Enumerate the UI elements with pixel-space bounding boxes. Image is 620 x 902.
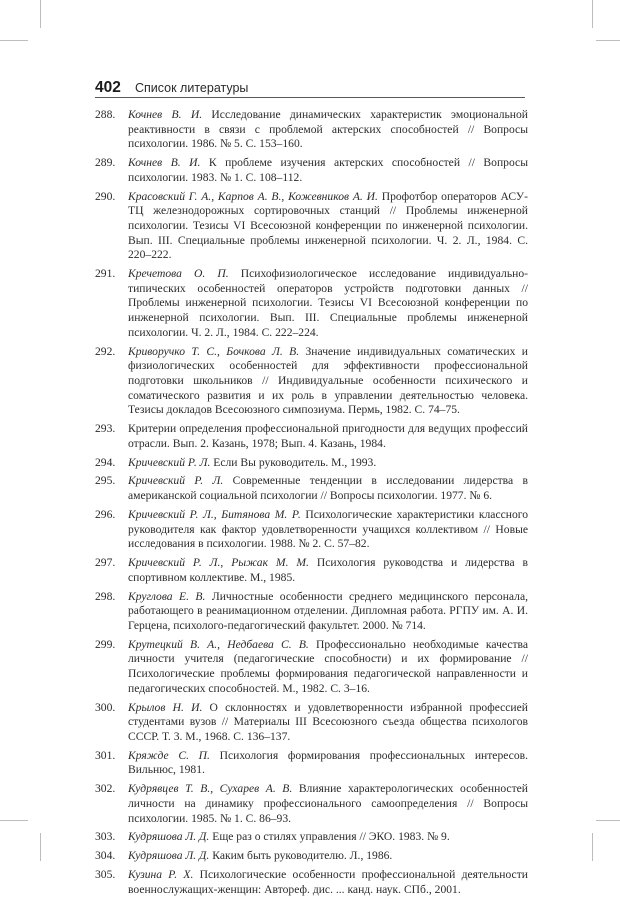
reference-text: Психофизиологическое исследование индивидуально-типических особенностей операторов устройств подготовки данных // Проблемы инженерной психологии. Тезисы VI Всесоюзной конференции по инженерной психологии. Вып. III. Специальные проблемы инженерной психологии. Ч. 2. Л., 1984. С. 222–224. <box>128 267 528 339</box>
reference-author: Кричевский Р. Л. <box>128 455 211 469</box>
reference-text: О склонностях и удовлетворенности избранной профессией студентами вузов // Материалы III Всесоюзного съезда общества психологов СССР. Т. 3. М., 1968. С. 136–137. <box>128 700 528 743</box>
reference-author: Кречетова О. П. <box>128 267 229 281</box>
reference-text: Влияние характерологических особенностей личности на динамику профессионального самоопределения // Вопросы психологии. 1985. № 1. С. 86–93. <box>128 782 528 825</box>
reference-text: Профотбор операторов АСУ-ТЦ железнодорожных сортировочных станций // Проблемы инженерной психологии. Тезисы VI Всесоюзной конференции по инженерной психологии. Вып. III. Специальные проблемы инженерной психологии. Ч. 2. Л., 1984. С. 220–222. <box>128 189 528 262</box>
reference-number: 289. <box>95 156 116 170</box>
crop-mark <box>592 0 593 28</box>
running-title: Список литературы <box>135 81 249 95</box>
reference-entry <box>95 638 528 697</box>
reference-list <box>95 108 528 902</box>
reference-number: 304. <box>95 849 116 863</box>
reference-entry <box>95 474 528 503</box>
crop-mark <box>596 820 620 821</box>
reference-entry <box>95 749 528 778</box>
reference-number: 288. <box>95 108 116 121</box>
reference-author: Кудряшова Л. Д. <box>128 830 210 844</box>
reference-number: 305. <box>95 868 116 882</box>
reference-author: Кряжде С. П. <box>128 748 210 762</box>
reference-number: 300. <box>95 700 116 714</box>
reference-entry <box>95 422 528 451</box>
reference-number: 294. <box>95 455 116 469</box>
reference-number: 297. <box>95 556 116 570</box>
reference-author: Кудрявцев Т. В., Сухарев А. В. <box>128 782 293 796</box>
reference-entry <box>95 590 528 634</box>
header-rule <box>95 97 525 98</box>
crop-mark <box>596 40 620 41</box>
reference-entry <box>95 156 528 185</box>
reference-number: 291. <box>95 267 116 281</box>
reference-text: Психология руководства и лидерства в спортивном коллективе. М., 1985. <box>128 556 528 584</box>
reference-number: 302. <box>95 782 116 796</box>
crop-mark <box>0 40 28 41</box>
reference-entry <box>95 345 528 418</box>
reference-entry <box>95 456 528 471</box>
reference-text: Каким быть руководителю. Л., 1986. <box>209 849 393 863</box>
reference-entry <box>95 508 528 552</box>
reference-author: Кричевский Р. Л., Битянова М. Р. <box>128 507 301 521</box>
reference-author: Крутецкий В. А., Недбаева С. В. <box>128 637 309 651</box>
reference-author: Кудряшова Л. Д. <box>128 849 210 863</box>
reference-author: Кричевский Р. Л., Рыжак М. М. <box>128 556 309 570</box>
reference-number: 301. <box>95 748 116 762</box>
reference-entry <box>95 782 528 826</box>
reference-author: Красовский Г. А., Карпов А. В., Кожевников А. И. <box>128 189 378 203</box>
reference-entry <box>95 830 528 845</box>
reference-author: Кричевский Р. Л. <box>128 474 224 488</box>
reference-entry <box>95 267 528 340</box>
reference-author: Кочнев В. И. <box>128 156 201 170</box>
reference-text: Исследование динамических характеристик эмоциональной реактивности в связи с проблемой актерских способностей // Вопросы психологии. 1986. № 5. С. 153–160. <box>128 108 529 151</box>
reference-author: Кочнев В. И. <box>128 108 203 121</box>
reference-text: Современные тенденции в исследовании лидерства в американской социальной психологии // Вопросы психологии. 1977. № 6. <box>128 474 528 503</box>
crop-mark <box>592 833 593 861</box>
reference-number: 293. <box>95 422 116 436</box>
reference-text: Личностные особенности среднего медицинского персонала, работающего в реанимационном отделении. Дипломная работа. РГПУ им. А. И. Герцена, психолого-педагогический факультет. 2000. № 714. <box>128 589 528 632</box>
reference-text: Критерии определения профессиональной пригодности для ведущих профессий отрасли. Вып. 2. Казань, 1978; Вып. 4. Казань, 1984. <box>128 422 528 450</box>
reference-text: Психологические особенности профессиональной деятельности военнослужащих-женщин: Автореф. дис. ... канд. наук. СПб., 2001. <box>128 868 528 896</box>
reference-text: Значение индивидуальных соматических и физиологических особенностей для эффективности профессиональной подготовки школьников // Индивидуальные особенности психического и соматического развития и их роль в управлении деятельностью человека. Тезисы докладов Всесоюзного симпозиума. Пермь, 1982. С. 74–75. <box>128 344 528 417</box>
reference-text: Психологические характеристики классного руководителя как фактор удовлетворенности учащихся коллективом // Новые исследования в психологии. 1988. № 2. С. 57–82. <box>128 507 529 551</box>
reference-entry <box>95 849 528 864</box>
reference-number: 303. <box>95 830 116 844</box>
reference-entry <box>95 108 528 152</box>
reference-number: 298. <box>95 589 116 603</box>
reference-text: К проблеме изучения актерских способностей // Вопросы психологии. 1983. № 1. С. 108–112. <box>128 156 528 184</box>
reference-author: Крылов Н. И. <box>128 700 203 714</box>
reference-number: 290. <box>95 189 116 203</box>
crop-mark <box>40 0 41 28</box>
reference-text: Если Вы руководитель. М., 1993. <box>210 455 377 469</box>
reference-text: Еще раз о стилях управления // ЭКО. 1983. № 9. <box>209 830 450 844</box>
reference-author: Криворучко Т. С., Бочкова Л. В. <box>128 344 300 358</box>
reference-number: 292. <box>95 344 116 358</box>
reference-entry <box>95 556 528 585</box>
reference-number: 299. <box>95 637 116 651</box>
reference-entry <box>95 868 528 897</box>
reference-text: Психология формирования профессиональных интересов. Вильнюс, 1981. <box>128 748 528 777</box>
reference-text: Профессионально необходимые качества личности учителя (педагогические способности) и их формирование // Психологические проблемы формирования педагогической направленности и педагогических способностей. М., 1982. С. 3–16. <box>128 637 529 695</box>
reference-entry <box>95 190 528 263</box>
reference-entry <box>95 701 528 745</box>
reference-author: Кузина Р. Х. <box>128 868 194 882</box>
reference-number: 295. <box>95 474 116 488</box>
crop-mark <box>40 833 41 861</box>
reference-number: 296. <box>95 507 116 521</box>
page-number: 402 <box>95 79 121 96</box>
reference-author: Круглова Е. В. <box>128 589 206 603</box>
page-header <box>95 80 525 98</box>
crop-mark <box>0 820 28 821</box>
